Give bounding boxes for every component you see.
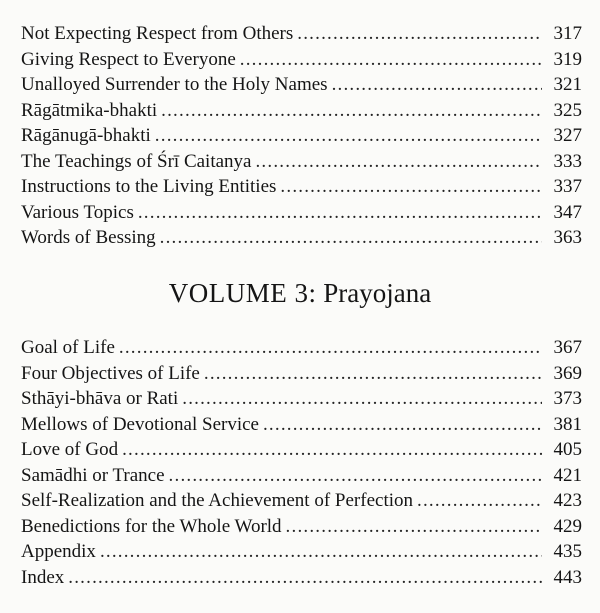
toc-entry-page: 337: [553, 176, 582, 197]
toc-dot-leader: [182, 386, 542, 412]
toc-dot-leader: [204, 361, 542, 387]
toc-entry: [21, 98, 582, 124]
toc-entry: [21, 412, 582, 438]
toc-entry-page: 369: [553, 362, 582, 384]
toc-dot-leader: [417, 488, 542, 514]
toc-entry-title: Rāgānugā-bhakti: [21, 125, 151, 146]
toc-entry-title: Mellows of Devotional Service: [21, 413, 259, 435]
toc-entry: [21, 437, 582, 463]
toc-entry-title: Benedictions for the Whole World: [21, 515, 282, 537]
toc-list-volume-3: [21, 335, 582, 590]
toc-entry: [21, 386, 582, 412]
toc-entry-page: 423: [553, 490, 582, 511]
toc-entry-page: 381: [553, 413, 582, 435]
toc-entry-title: The Teachings of Śrī Caitanya: [21, 150, 252, 172]
toc-entry-page: 327: [553, 125, 582, 146]
toc-entry: [21, 21, 582, 47]
toc-entry-title: Self-Realization and the Achievement of Perfection: [21, 490, 413, 511]
toc-entry: [21, 539, 582, 565]
toc-entry-title: Rāgātmika-bhakti: [21, 99, 158, 121]
toc-entry-page: 347: [553, 201, 582, 223]
section-volume-label: VOLUME 3:: [168, 278, 317, 308]
toc-entry-title: Sthāyi-bhāva or Rati: [21, 388, 179, 409]
toc-entry-page: 435: [553, 541, 582, 562]
toc-entry: [21, 200, 582, 226]
toc-entry-title: Words of Bessing: [21, 227, 156, 248]
toc-entry: [21, 225, 582, 251]
toc-dot-leader: [160, 225, 542, 251]
toc-entry-title: Appendix: [21, 541, 96, 562]
toc-entry: [21, 335, 582, 361]
toc-entry-page: 367: [553, 337, 582, 358]
toc-dot-leader: [280, 174, 542, 200]
toc-dot-leader: [240, 47, 542, 73]
toc-dot-leader: [332, 72, 542, 98]
toc-entry-title: Various Topics: [21, 201, 134, 223]
toc-entry-page: 317: [553, 23, 582, 44]
toc-entry-page: 363: [553, 227, 582, 248]
toc-entry: [21, 174, 582, 200]
toc-entry-title: Four Objectives of Life: [21, 362, 200, 384]
toc-entry-page: 405: [553, 439, 582, 460]
toc-dot-leader: [155, 123, 542, 149]
toc-dot-leader: [255, 149, 542, 175]
toc-entry-page: 429: [553, 515, 582, 537]
toc-entry-title: Love of God: [21, 439, 119, 460]
toc-dot-leader: [122, 437, 542, 463]
toc-entry-page: 319: [553, 48, 582, 70]
toc-entry: [21, 47, 582, 73]
toc-list-volume-2-end: [21, 21, 582, 251]
toc-entry-title: Unalloyed Surrender to the Holy Names: [21, 74, 328, 95]
toc-dot-leader: [297, 21, 542, 47]
toc-entry: [21, 565, 582, 591]
toc-entry: [21, 149, 582, 175]
toc-entry-title: Goal of Life: [21, 337, 115, 358]
toc-dot-leader: [68, 565, 542, 591]
toc-entry-title: Instructions to the Living Entities: [21, 176, 277, 197]
toc-entry-title: Index: [21, 566, 65, 588]
section-heading: [0, 276, 600, 310]
toc-dot-leader: [263, 412, 542, 438]
toc-dot-leader: [119, 335, 542, 361]
toc-entry: [21, 123, 582, 149]
section-name: Prayojana: [323, 278, 432, 308]
toc-entry: [21, 488, 582, 514]
toc-entry: [21, 463, 582, 489]
toc-entry-page: 325: [553, 99, 582, 121]
toc-entry: [21, 361, 582, 387]
toc-dot-leader: [161, 98, 542, 124]
toc-entry-page: 373: [553, 388, 582, 409]
toc-entry-page: 443: [553, 566, 582, 588]
toc-dot-leader: [138, 200, 542, 226]
toc-entry-title: Giving Respect to Everyone: [21, 48, 236, 70]
toc-dot-leader: [169, 463, 542, 489]
toc-entry-title: Not Expecting Respect from Others: [21, 23, 294, 44]
toc-entry: [21, 514, 582, 540]
toc-entry-page: 421: [553, 464, 582, 486]
toc-entry: [21, 72, 582, 98]
toc-entry-page: 321: [553, 74, 582, 95]
toc-dot-leader: [286, 514, 542, 540]
toc-dot-leader: [100, 539, 542, 565]
toc-entry-title: Samādhi or Trance: [21, 464, 165, 486]
toc-entry-page: 333: [553, 150, 582, 172]
